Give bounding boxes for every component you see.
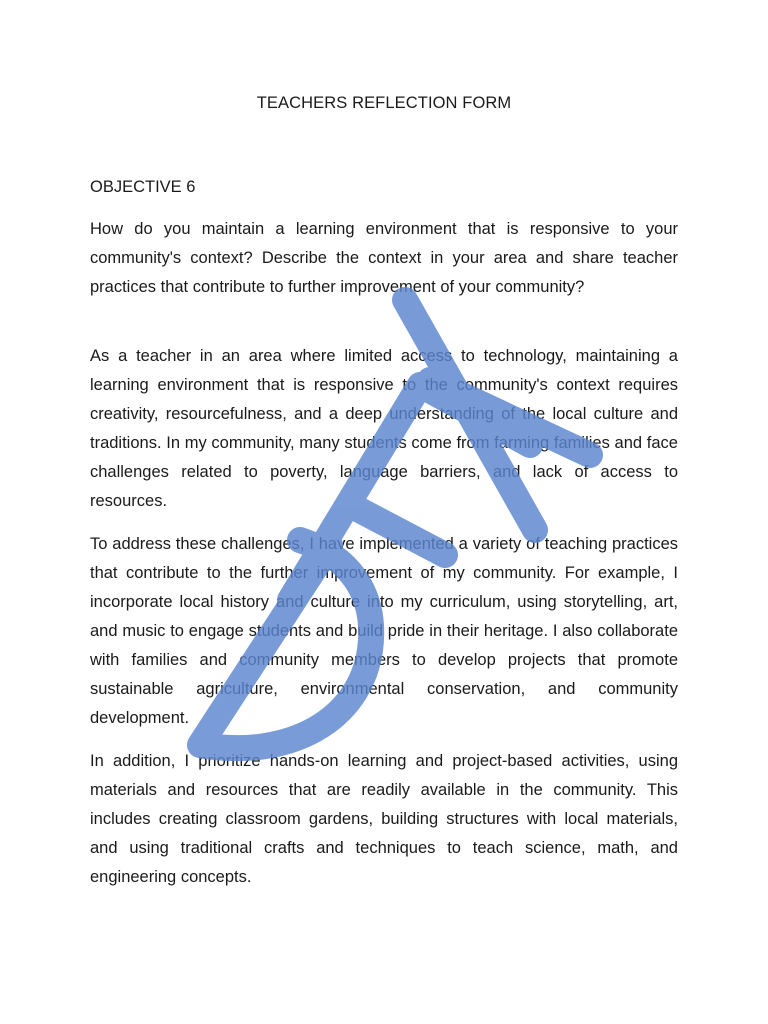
- body-paragraph-2: To address these challenges, I have implemented a variety of teaching practices that contribute to the further improvement of my community. For example, I incorporate local history and culture into my curriculum, using storytelling, art, and music to engage students and build pride in their heritage. I also collaborate with families and community members to develop projects that promote sustainable agriculture, environmental conservation, and community development.: [90, 535, 678, 727]
- body-paragraph-3: In addition, I prioritize hands-on learning and project-based activities, using materials and resources that are readily available in the community. This includes creating classroom gardens, building structures with local materials, and using traditional crafts and techniques to teach science, math, and engineering concepts.: [90, 752, 678, 886]
- question-paragraph: How do you maintain a learning environment that is responsive to your community's context? Describe the context in your area and share teacher practices that contribute to further improvement of your community?: [90, 220, 678, 296]
- document-title: TEACHERS REFLECTION FORM: [256, 94, 512, 112]
- body-paragraph-1: As a teacher in an area where limited access to technology, maintaining a learning environment that is responsive to the community's context requires creativity, resourcefulness, and a deep understanding of the local culture and traditions. In my community, many students come from farming families and face challenges related to poverty, language barriers, and lack of access to resources.: [90, 347, 678, 510]
- objective-heading: OBJECTIVE 6: [90, 178, 196, 196]
